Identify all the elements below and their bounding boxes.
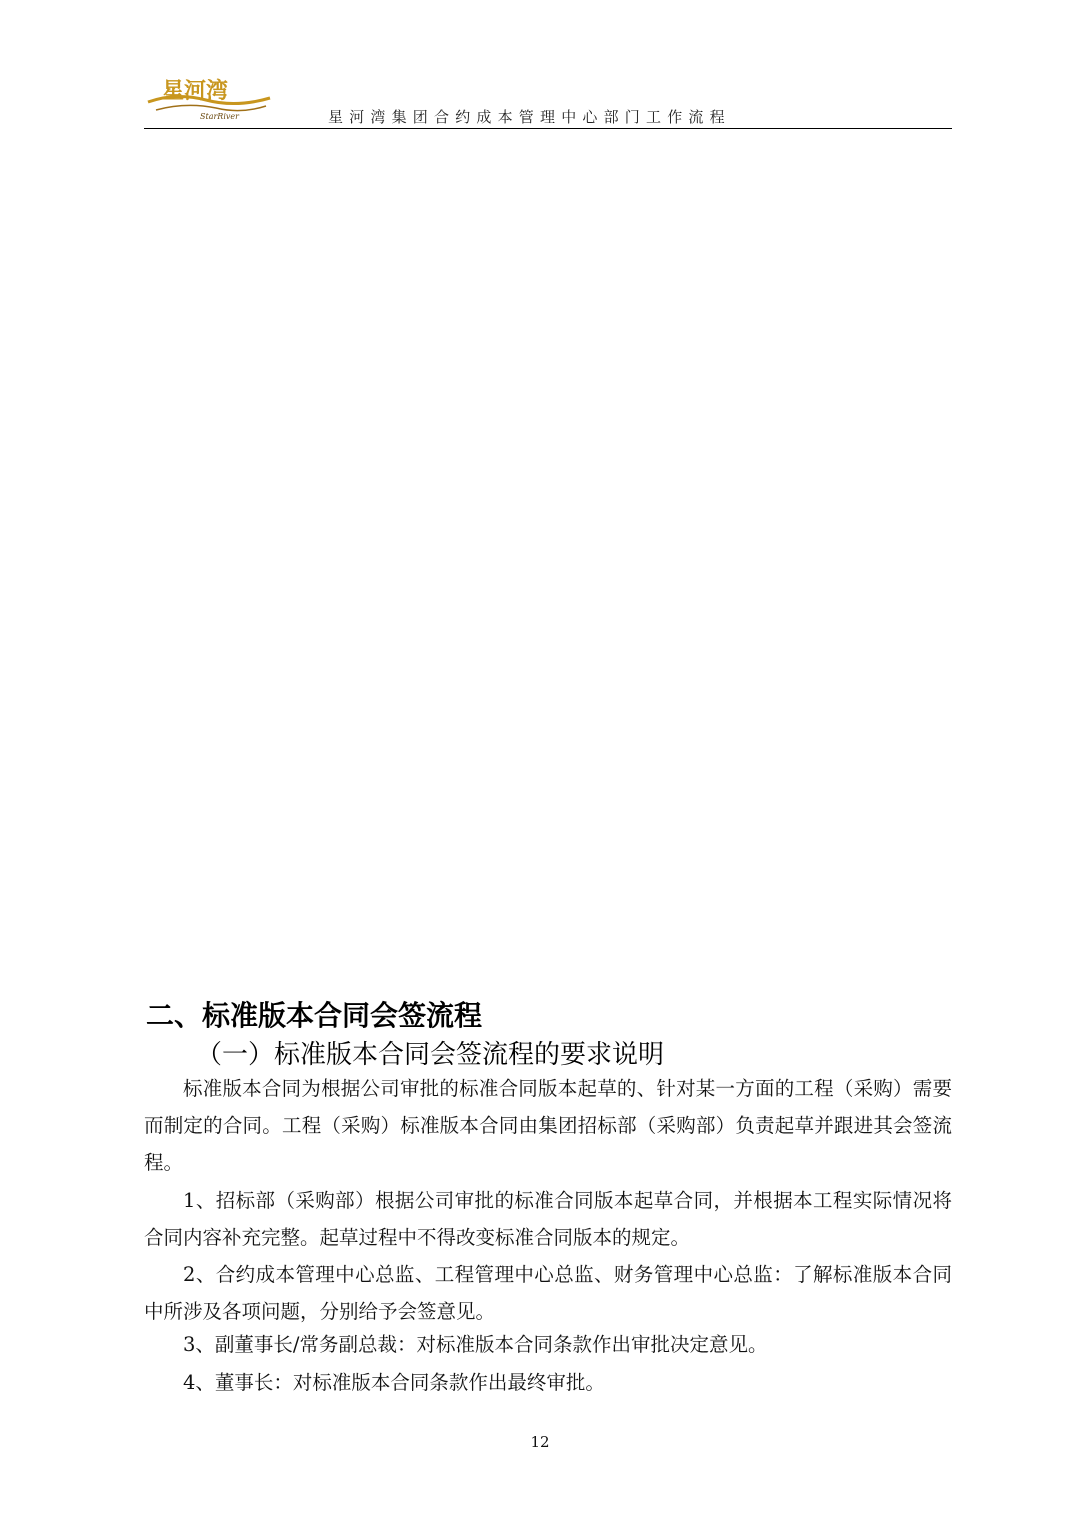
- logo-subtext: StarRiver: [200, 112, 239, 121]
- header-divider: [144, 128, 952, 129]
- page-number: 12: [530, 1433, 550, 1451]
- section-subheading: （一）标准版本合同会签流程的要求说明: [196, 1040, 665, 1070]
- star-river-logo-graphic: [146, 72, 272, 122]
- section-heading: 二、标准版本合同会签流程: [146, 999, 483, 1032]
- body-paragraph: [144, 1326, 952, 1363]
- body-paragraph: [144, 1182, 952, 1256]
- body-paragraph: [144, 1070, 952, 1181]
- body-paragraph: [144, 1364, 952, 1401]
- paragraph-text: 标准版本合同为根据公司审批的标准合同版本起草的、针对某一方面的工程（采购）需要而制定的合同。工程（采购）标准版本合同由集团招标部（采购部）负责起草并跟进其会签流程。: [144, 1077, 952, 1174]
- company-logo: [146, 72, 272, 122]
- paragraph-text: 2、合约成本管理中心总监、工程管理中心总监、财务管理中心总监：了解标准版本合同中所涉及各项问题，分别给予会签意见。: [144, 1263, 952, 1323]
- body-paragraph: [144, 1256, 952, 1330]
- paragraph-text: 3、副董事长/常务副总裁：对标准版本合同条款作出审批决定意见。: [183, 1333, 768, 1356]
- logo-wordmark: 星河湾: [162, 78, 229, 104]
- paragraph-text: 1、招标部（采购部）根据公司审批的标准合同版本起草合同，并根据本工程实际情况将合同内容补充完整。起草过程中不得改变标准合同版本的规定。: [144, 1189, 952, 1249]
- document-header-title: 星河湾集团合约成本管理中心部门工作流程: [328, 108, 731, 126]
- paragraph-text: 4、董事长：对标准版本合同条款作出最终审批。: [183, 1371, 605, 1394]
